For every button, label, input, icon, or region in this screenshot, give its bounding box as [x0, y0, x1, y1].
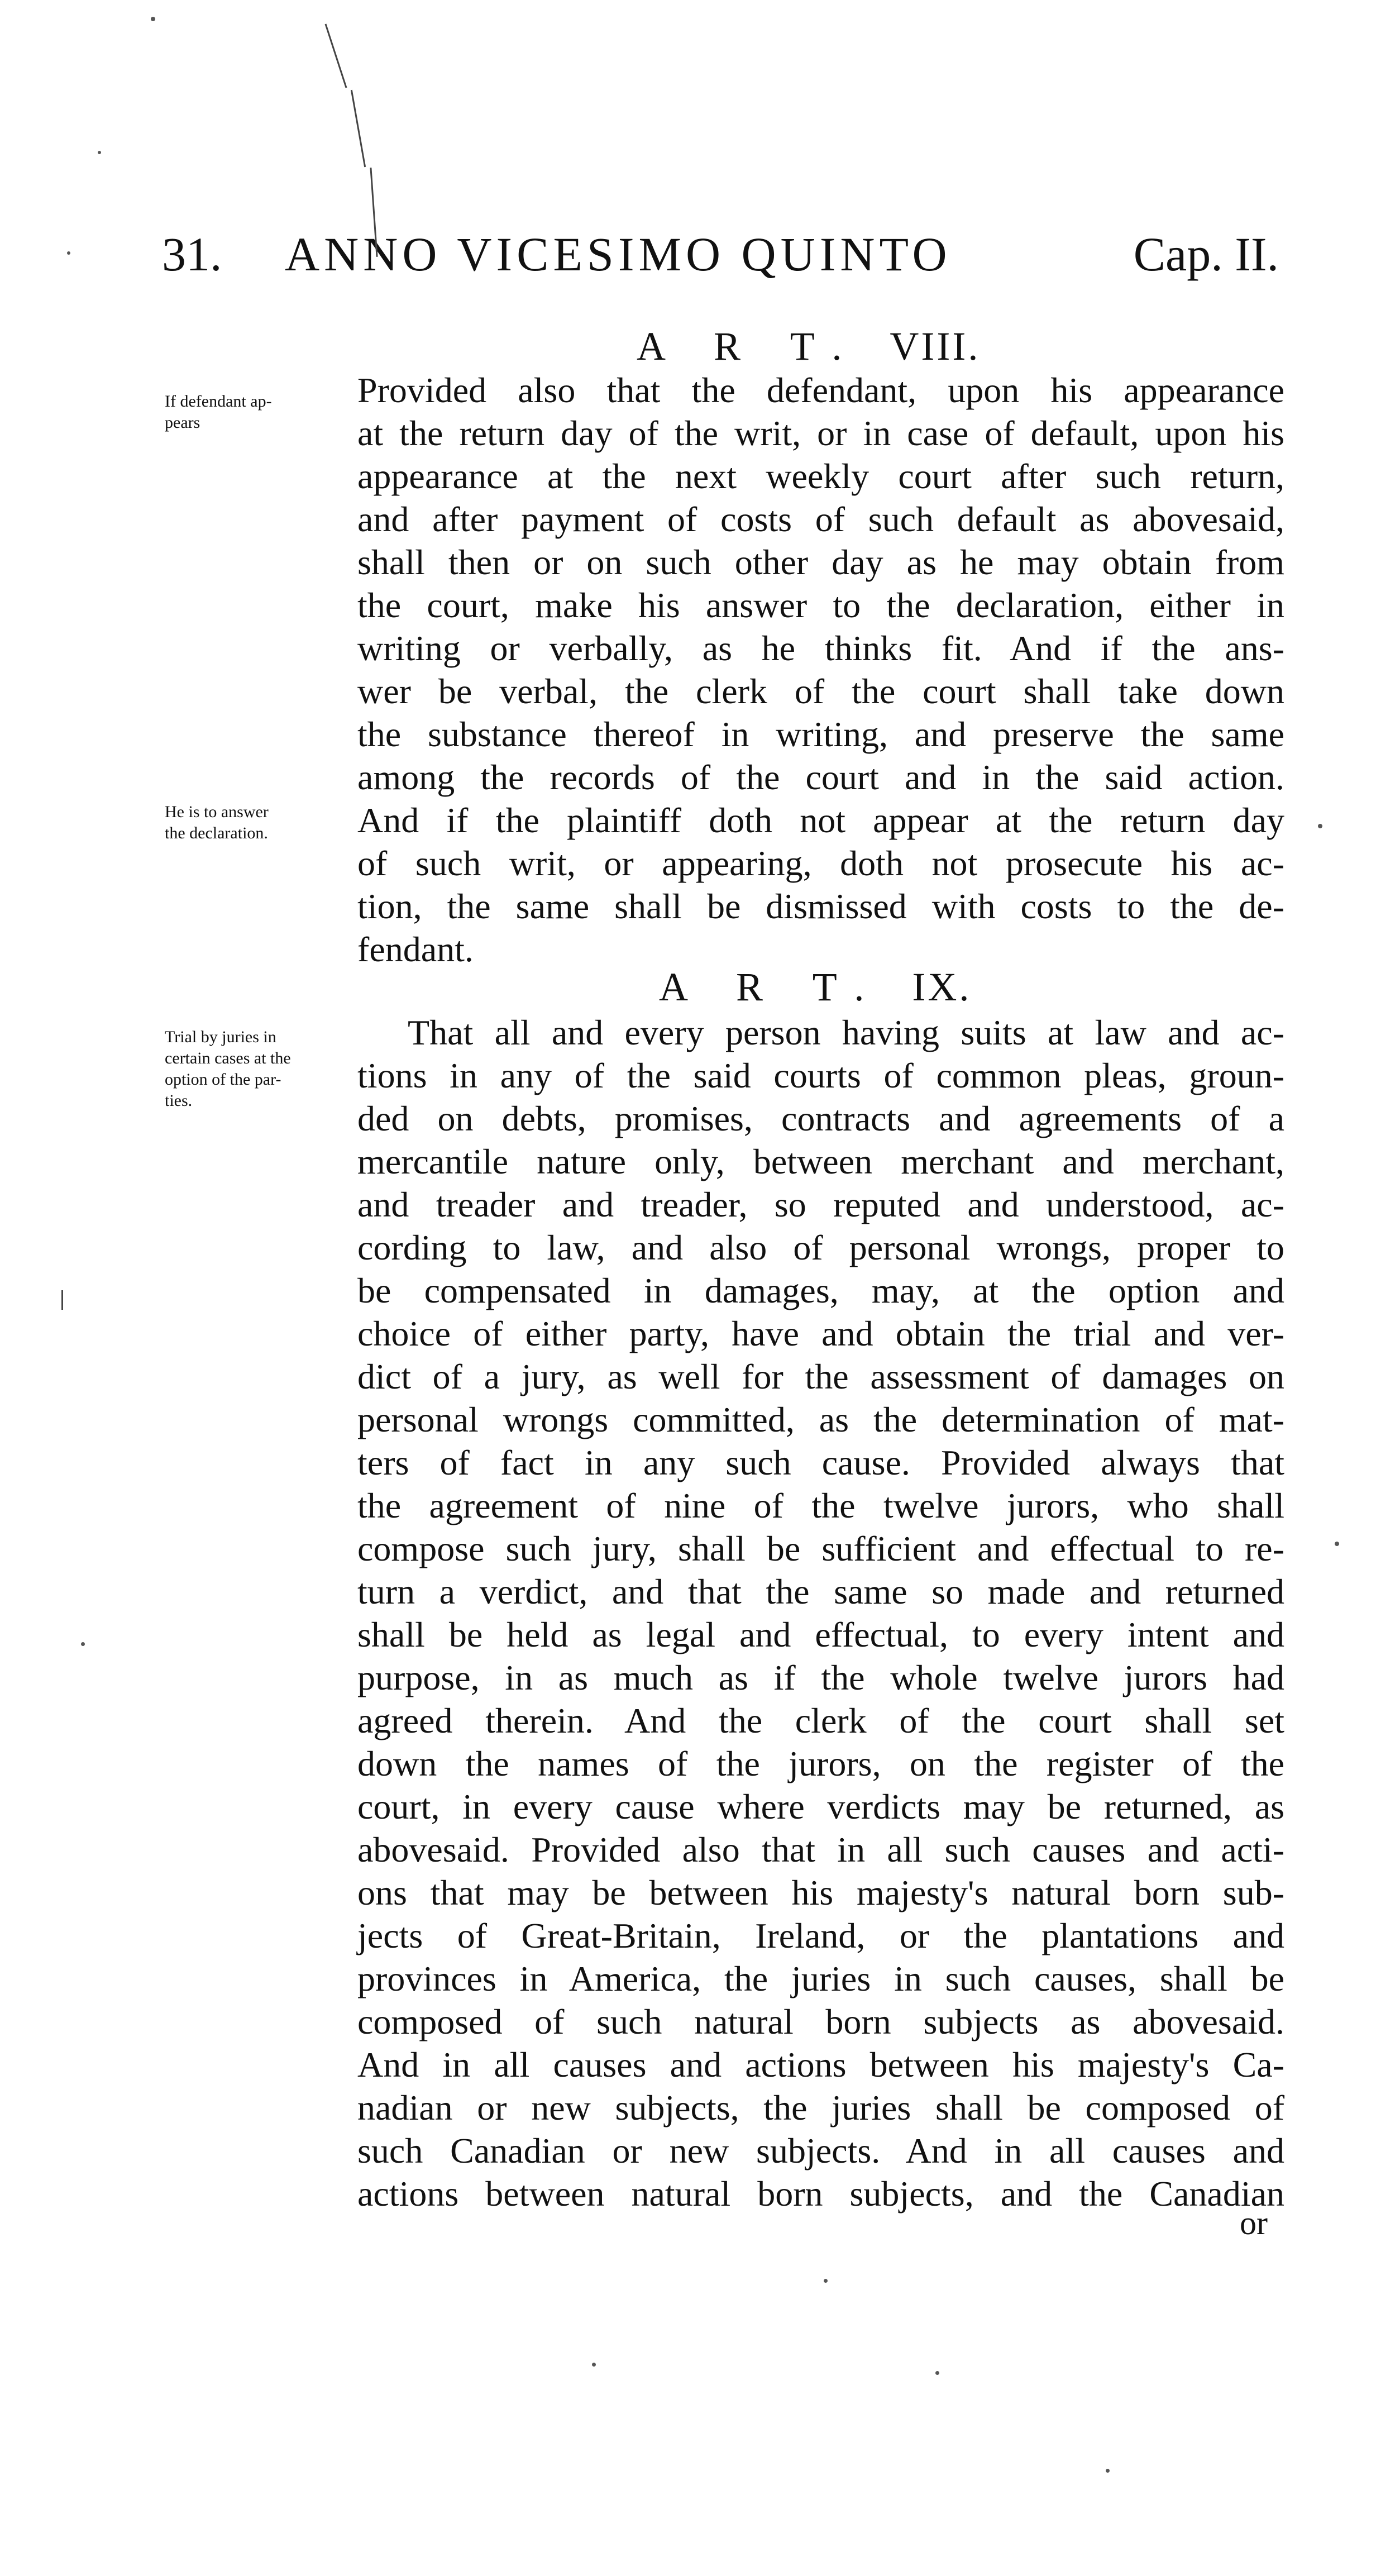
side-note-line: He is to answer — [165, 803, 269, 821]
text-line: mercantile nature only, between merchant and merchant, — [357, 1142, 1284, 1181]
text-line: appearance at the next weekly court after such return, — [357, 456, 1284, 496]
text-line: at the return day of the writ, or in case of default, upon his — [357, 413, 1284, 453]
side-note-line: the declaration. — [165, 824, 268, 842]
side-note-defendant-appears — [165, 391, 338, 433]
text-line: and after payment of costs of such default as abovesaid, — [357, 499, 1284, 539]
text-line: choice of either party, have and obtain the trial and ver- — [357, 1314, 1284, 1353]
scan-artifact-speck — [824, 2279, 828, 2283]
text-line: And if the plaintiff doth not appear at the return day — [357, 800, 1284, 840]
side-note-line: option of the par- — [165, 1070, 281, 1089]
text-line: nadian or new subjects, the juries shall be composed of — [357, 2088, 1284, 2127]
text-line: cording to law, and also of personal wrongs, proper to — [357, 1228, 1284, 1267]
text-line: actions between natural born subjects, and the Canadian — [357, 2174, 1284, 2214]
text-line: Provided also that the defendant, upon his appearance — [357, 370, 1284, 410]
text-line: wer be verbal, the clerk of the court shall take down — [357, 671, 1284, 711]
text-line: ded on debts, promises, contracts and agreements of a — [357, 1099, 1284, 1138]
text-line: turn a verdict, and that the same so made and returned — [357, 1572, 1284, 1611]
text-line: down the names of the jurors, on the register of the — [357, 1744, 1284, 1783]
text-line: court, in every cause where verdicts may be returned, as — [357, 1787, 1284, 1826]
text-line: among the records of the court and in the said action. — [357, 757, 1284, 797]
article-9-heading — [659, 962, 971, 1012]
text-line: shall then or on such other day as he may obtain from — [357, 542, 1284, 582]
text-line: be compensated in damages, may, at the option and — [357, 1271, 1284, 1310]
text-line: composed of such natural born subjects as abovesaid. — [357, 2002, 1284, 2041]
article-8-text — [357, 369, 1284, 971]
scan-artifact-speck — [98, 151, 101, 154]
page-number: 31. — [162, 227, 222, 281]
scan-artifact-stroke — [325, 23, 347, 88]
scan-artifact-speck — [1335, 1542, 1339, 1546]
text-line: the court, make his answer to the declaration, either in — [357, 585, 1284, 625]
scan-artifact-stroke — [61, 1290, 63, 1310]
scan-artifact-speck — [67, 251, 70, 255]
article-9-text — [357, 1011, 1284, 2215]
text-line: provinces in America, the juries in such causes, shall be — [357, 1959, 1284, 1998]
text-line: shall be held as legal and effectual, to every intent and — [357, 1615, 1284, 1654]
scan-artifact-speck — [1318, 824, 1322, 828]
side-note-answer-declaration — [165, 802, 338, 844]
text-line: personal wrongs committed, as the determination of mat- — [357, 1400, 1284, 1439]
text-line: dict of a jury, as well for the assessment of damages on — [357, 1357, 1284, 1396]
catchword: or — [1240, 2205, 1268, 2241]
text-line: And in all causes and actions between his majesty's Ca- — [357, 2045, 1284, 2084]
side-note-line: pears — [165, 413, 200, 432]
text-line: writing or verbally, as he thinks fit. And if the ans- — [357, 628, 1284, 668]
text-line: the substance thereof in writing, and preserve the same — [357, 714, 1284, 754]
text-line: of such writ, or appearing, doth not prosecute his ac- — [357, 843, 1284, 883]
side-note-line: ties. — [165, 1091, 193, 1110]
article-number: IX. — [912, 965, 972, 1009]
scan-artifact-stroke — [351, 90, 366, 167]
article-word: A R T. — [659, 965, 885, 1009]
text-line: purpose, in as much as if the whole twelve jurors had — [357, 1658, 1284, 1697]
text-line: tions in any of the said courts of common pleas, groun- — [357, 1056, 1284, 1095]
chapter-label: Cap. II. — [1133, 227, 1279, 281]
text-line: That all and every person having suits at law and ac- — [408, 1013, 1284, 1052]
text-line: ters of fact in any such cause. Provided always that — [357, 1443, 1284, 1482]
text-line: fendant. — [357, 929, 474, 969]
running-title: ANNO VICESIMO QUINTO — [285, 227, 952, 281]
scan-artifact-speck — [81, 1642, 85, 1646]
side-note-line: If defendant ap- — [165, 392, 272, 411]
text-line: and treader and treader, so reputed and understood, ac- — [357, 1185, 1284, 1224]
article-8-heading — [637, 321, 980, 371]
scan-artifact-speck — [592, 2363, 596, 2367]
running-head — [162, 223, 1279, 285]
text-line: such Canadian or new subjects. And in all causes and — [357, 2131, 1284, 2170]
text-line: agreed therein. And the clerk of the court shall set — [357, 1701, 1284, 1740]
text-line: abovesaid. Provided also that in all such causes and acti- — [357, 1830, 1284, 1869]
text-line: tion, the same shall be dismissed with costs to the de- — [357, 886, 1284, 926]
text-line: ons that may be between his majesty's natural born sub- — [357, 1873, 1284, 1912]
scan-artifact-speck — [151, 17, 155, 21]
side-note-trial-by-juries — [165, 1027, 338, 1112]
scan-artifact-speck — [935, 2371, 939, 2375]
article-word: A R T. — [637, 324, 862, 369]
scan-artifact-speck — [1106, 2469, 1110, 2473]
text-line: the agreement of nine of the twelve jurors, who shall — [357, 1486, 1284, 1525]
side-note-line: certain cases at the — [165, 1049, 291, 1067]
side-note-line: Trial by juries in — [165, 1028, 276, 1046]
text-line: compose such jury, shall be sufficient and effectual to re- — [357, 1529, 1284, 1568]
text-line: jects of Great-Britain, Ireland, or the plantations and — [357, 1916, 1284, 1955]
article-number: VIII. — [890, 324, 981, 369]
